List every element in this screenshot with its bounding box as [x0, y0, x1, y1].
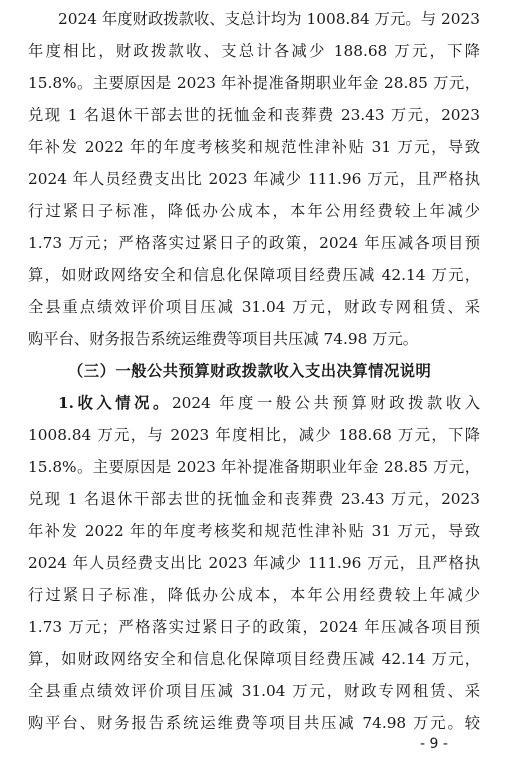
paragraph-2-line-2: 1008.84 万元，与 2023 年度相比，减少 188.68 万元，下降 [28, 426, 480, 444]
paragraph-2-line-7: 行过紧日子标准，降低办公成本，本年公用经费较上年减少 [28, 586, 480, 604]
paragraph-2-line-1-text: 2024 年度一般公共预算财政拨款收入 [171, 394, 480, 412]
paragraph-2-line-10: 全县重点绩效评价项目压减 31.04 万元，财政专网租赁、采 [28, 682, 480, 700]
paragraph-2-line-11: 购平台、财务报告系统运维费等项目共压减 74.98 万元。较 [28, 714, 480, 732]
page-number: - 9 - [420, 736, 448, 752]
paragraph-2-line-1 [58, 388, 480, 418]
paragraph-2-line-5: 年补发 2022 年的年度考核奖和规范性津补贴 31 万元，导致 [28, 522, 480, 540]
paragraph-1-line-9: 算，如财政网络安全和信息化保障项目经费压减 42.14 万元， [28, 266, 480, 284]
paragraph-2-line-6: 2024 年人员经费支出比 2023 年减少 111.96 万元，且严格执 [28, 554, 480, 572]
paragraph-1-line-2: 年度相比，财政拨款收、支总计各减少 188.68 万元，下降 [28, 42, 480, 60]
paragraph-1-line-3: 15.8%。主要原因是 2023 年补提准备期职业年金 28.85 万元， [28, 74, 480, 92]
paragraph-2-line-8: 1.73 万元；严格落实过紧日子的政策，2024 年压减各项目预 [28, 618, 480, 636]
section-heading: （三）一般公共预算财政拨款收入支出决算情况说明 [68, 362, 432, 380]
paragraph-2-lead: 1.收入情况。 [58, 394, 172, 412]
paragraph-1-line-11: 购平台、财务报告系统运维费等项目共压减 74.98 万元。 [28, 330, 419, 348]
paragraph-2-line-4: 兑现 1 名退休干部去世的抚恤金和丧葬费 23.43 万元，2023 [28, 490, 480, 508]
paragraph-1-line-5: 年补发 2022 年的年度考核奖和规范性津补贴 31 万元，导致 [28, 138, 480, 156]
paragraph-1-line-8: 1.73 万元；严格落实过紧日子的政策，2024 年压减各项目预 [28, 234, 480, 252]
paragraph-1-line-10: 全县重点绩效评价项目压减 31.04 万元，财政专网租赁、采 [28, 298, 480, 316]
paragraph-1-line-7: 行过紧日子标准，降低办公成本，本年公用经费较上年减少 [28, 202, 480, 220]
paragraph-2-line-9: 算，如财政网络安全和信息化保障项目经费压减 42.14 万元， [28, 650, 480, 668]
paragraph-2-line-3: 15.8%。主要原因是 2023 年补提准备期职业年金 28.85 万元， [28, 458, 480, 476]
paragraph-1-line-4: 兑现 1 名退休干部去世的抚恤金和丧葬费 23.43 万元，2023 [28, 106, 480, 124]
paragraph-1-line-1: 2024 年度财政拨款收、支总计均为 1008.84 万元。与 2023 [58, 10, 480, 28]
paragraph-1-line-6: 2024 年人员经费支出比 2023 年减少 111.96 万元，且严格执 [28, 170, 480, 188]
